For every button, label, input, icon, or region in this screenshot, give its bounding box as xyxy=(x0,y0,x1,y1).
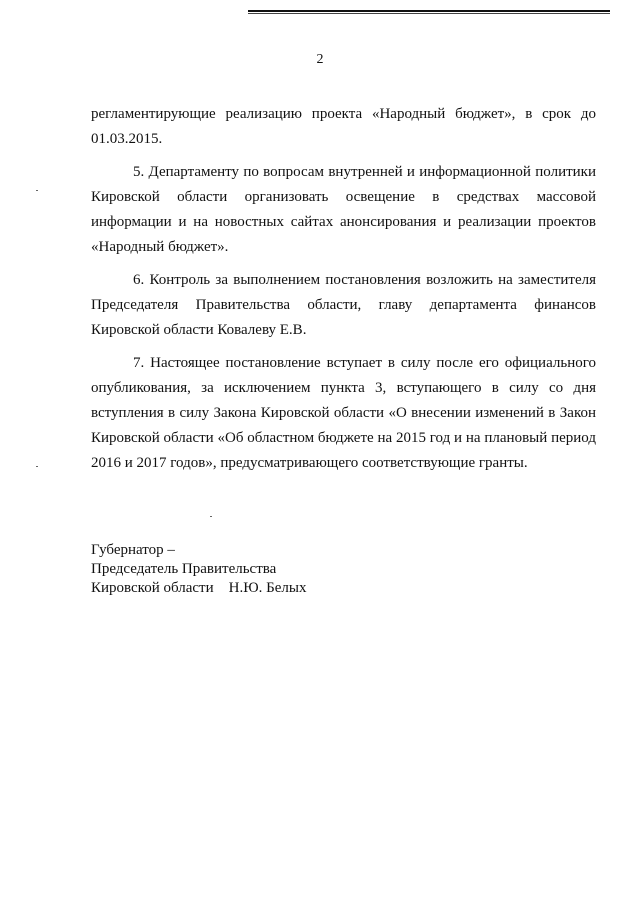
signature-title-line: Губернатор – xyxy=(91,542,175,558)
scan-speck xyxy=(210,516,212,517)
top-rule xyxy=(248,10,610,12)
scan-speck xyxy=(36,190,38,191)
signature-name-line: Кировской области Н.Ю. Белых xyxy=(91,580,307,596)
scan-speck xyxy=(36,466,38,467)
signature-block xyxy=(91,541,306,598)
page-number: 2 xyxy=(316,52,324,67)
paragraph-item-7: 7. Настоящее постановление вступает в силу после его официального опубликования, за исключением пункта 3, вступающего в силу со дня вступления в силу Закона Кировской области «О внесении изменений в Закон Кировской области «Об областном бюджете на 2015 год и на плановый период 2016 и 2017 годов», предусматривающего соответствующие гранты. xyxy=(91,355,596,471)
paragraph-item-6: 6. Контроль за выполнением постановления возложить на заместителя Председателя Правительства области, главу департамента финансов Кировской области Ковалеву Е.В. xyxy=(91,272,596,338)
document-body xyxy=(91,102,596,484)
paragraph-item-5: 5. Департаменту по вопросам внутренней и информационной политики Кировской области организовать освещение в средствах массовой информации и на новостных сайтах анонсирования и реализации проектов «Народный бюджет». xyxy=(91,164,596,255)
paragraph-continuation: регламентирующие реализацию проекта «Народный бюджет», в срок до 01.03.2015. xyxy=(91,106,596,147)
top-rule-shadow xyxy=(248,13,610,14)
signature-position-line: Председатель Правительства xyxy=(91,561,277,577)
